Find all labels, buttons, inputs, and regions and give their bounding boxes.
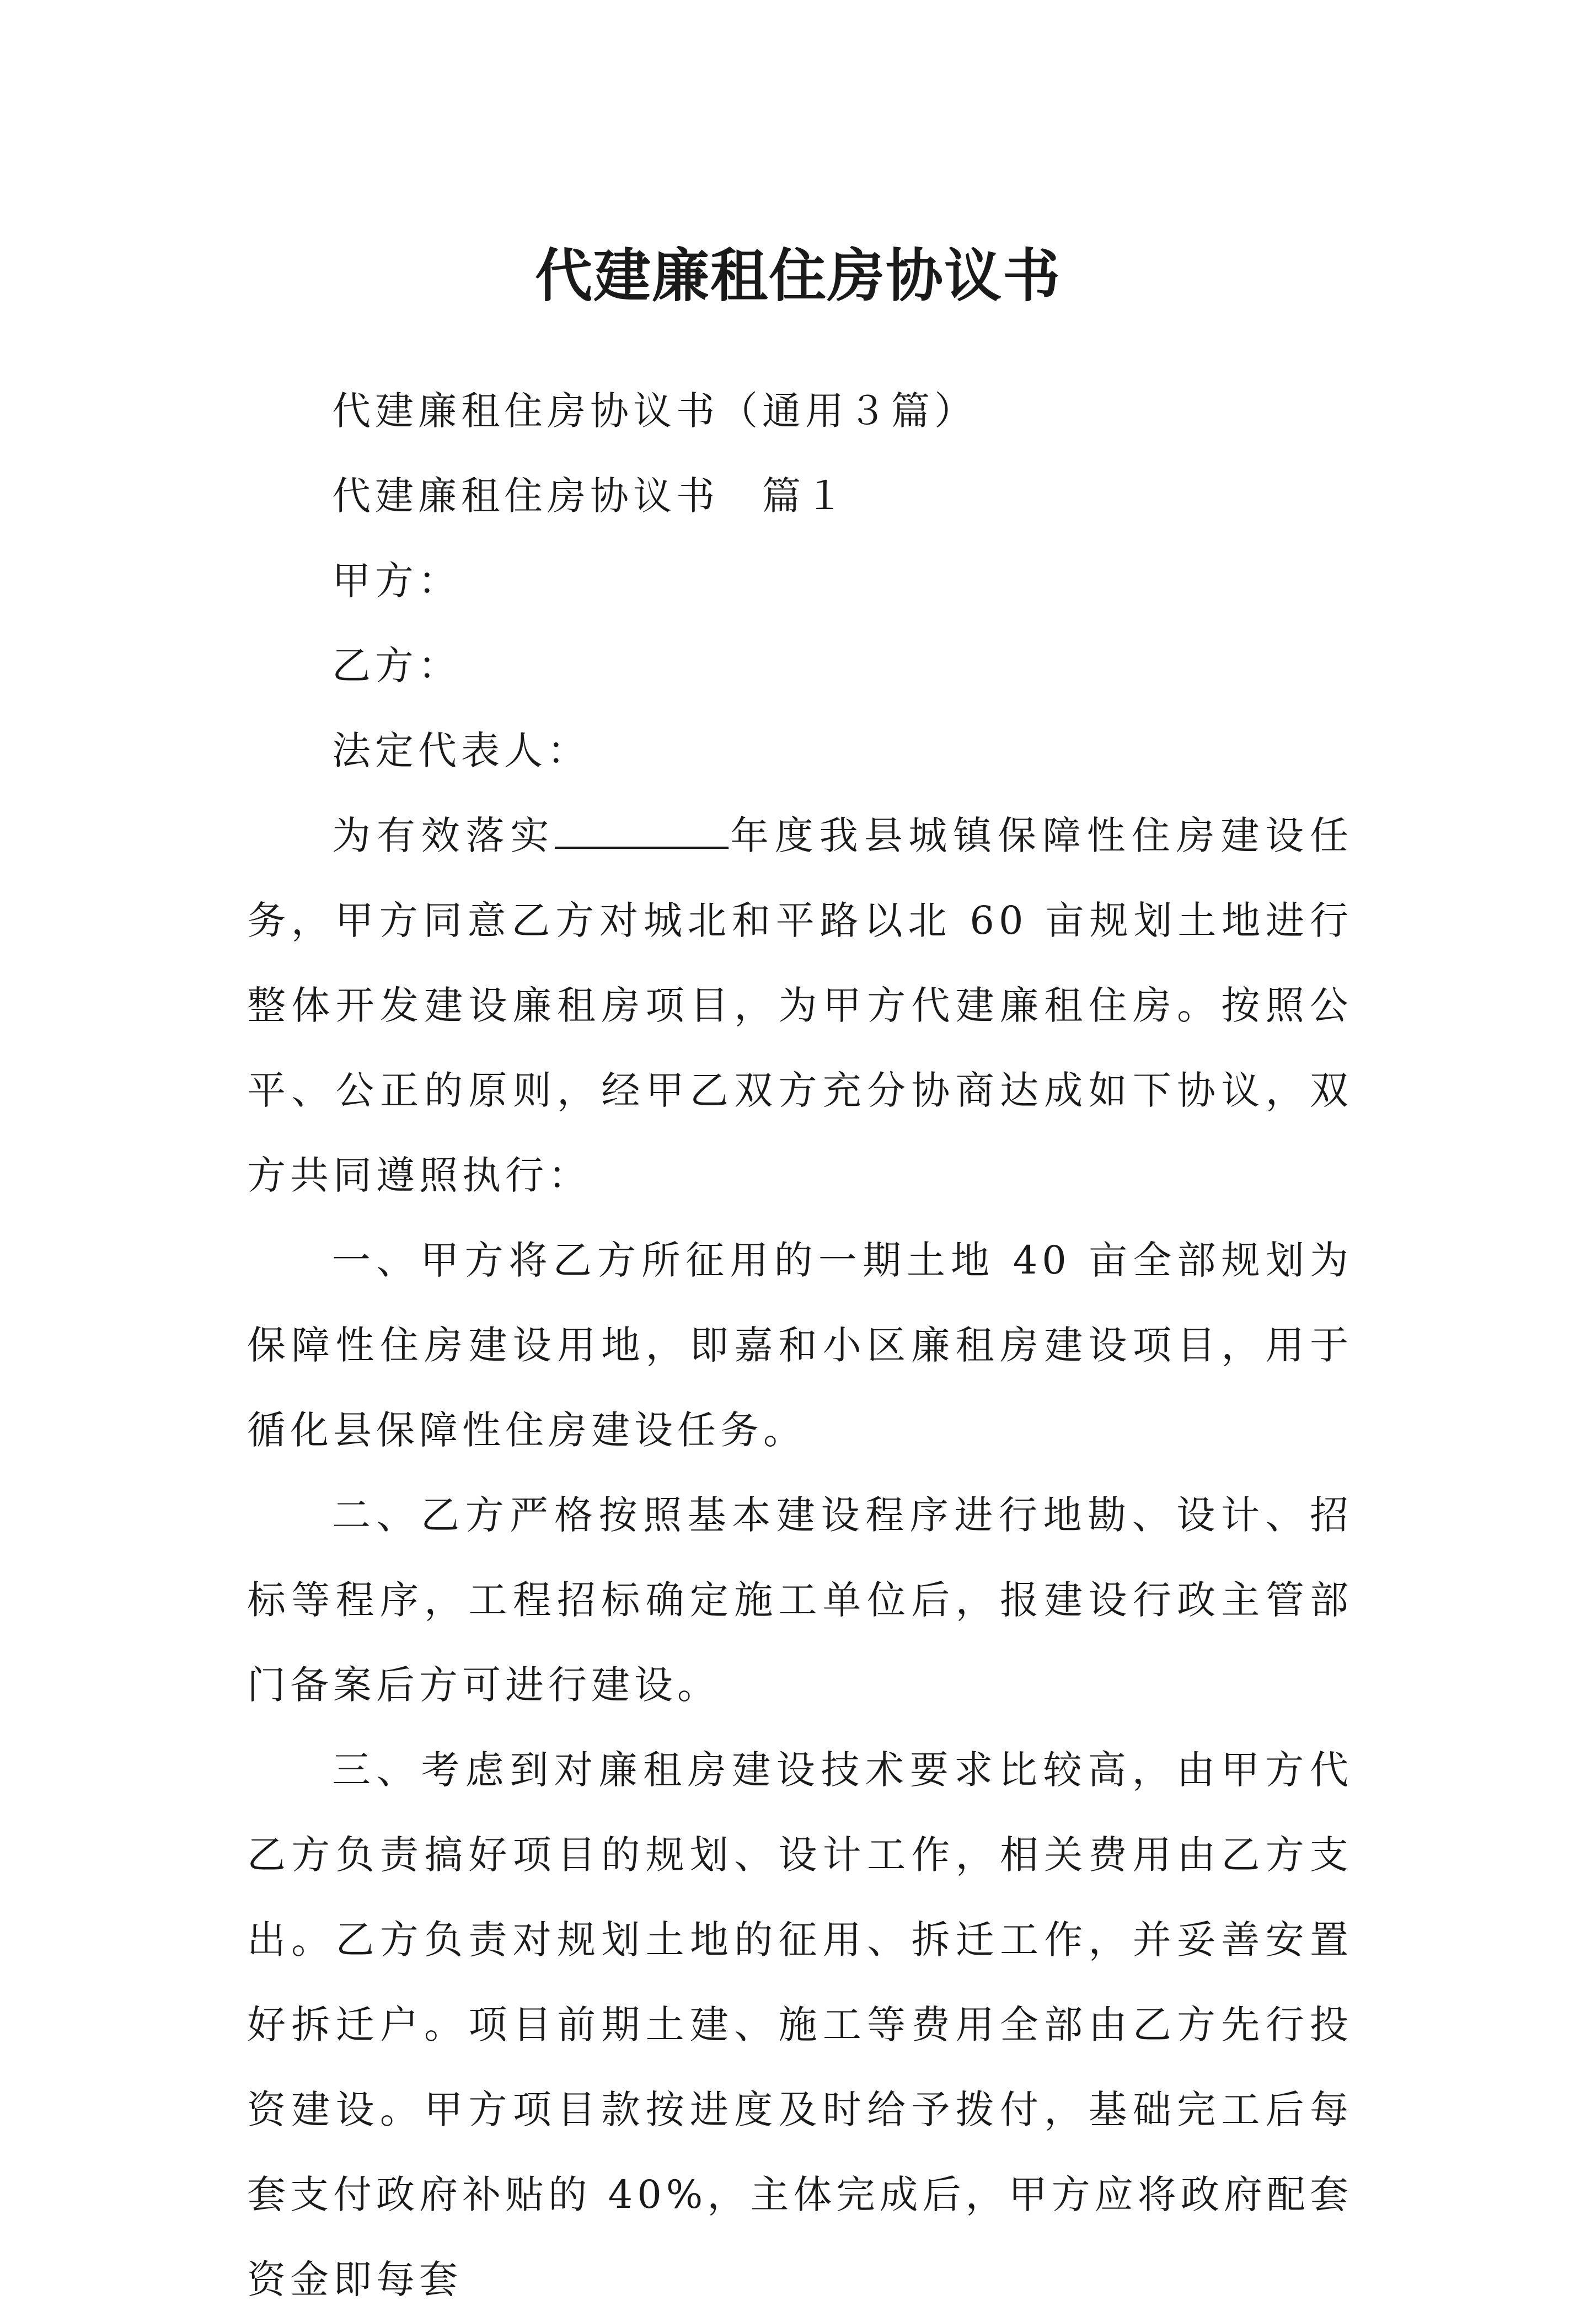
year-blank-line [555, 815, 729, 849]
article-heading: 代建廉租住房协议书 篇１ [332, 473, 848, 518]
legal-representative-label: 法定代表人： [332, 728, 590, 773]
document-body [247, 368, 1353, 2322]
party-a-label: 甲方： [332, 558, 461, 603]
clause-1: 一、甲方将乙方所征用的一期土地 40 亩全部规划为保障性住房建设用地，即嘉和小区廉租房建设项目，用于循化县保障性住房建设任务。 [247, 1238, 1353, 1453]
clause-2: 二、乙方严格按照基本建设程序进行地勘、设计、招标等程序，工程招标确定施工单位后，报建设行政主管部门备案后方可进行建设。 [247, 1492, 1353, 1708]
document-subtitle: 代建廉租住房协议书（通用３篇） [332, 388, 977, 434]
intro-text-rest: 年度我县城镇保障性住房建设任务，甲方同意乙方对城北和平路以北 60 亩规划土地进行整体开发建设廉租房项目，为甲方代建廉租住房。按照公平、公正的原则，经甲乙双方充分协商达成如下协议，双方共同遵照执行： [247, 813, 1353, 1198]
clause-3: 三、考虑到对廉租房建设技术要求比较高，由甲方代乙方负责搞好项目的规划、设计工作，相关费用由乙方支出。乙方负责对规划土地的征用、拆迁工作，并妥善安置好拆迁户。项目前期土建、施工等费用全部由乙方先行投资建设。甲方项目款按进度及时给予拨付，基础完工后每套支付政府补贴的 40%，主体完成后，甲方应将政府配套资金即每套 [247, 1747, 1353, 2302]
intro-paragraph [247, 793, 1353, 1218]
document-title: 代建廉租住房协议书 [534, 241, 1061, 309]
intro-text-start: 为有效落实 [332, 813, 555, 858]
party-b-label: 乙方： [332, 643, 461, 688]
